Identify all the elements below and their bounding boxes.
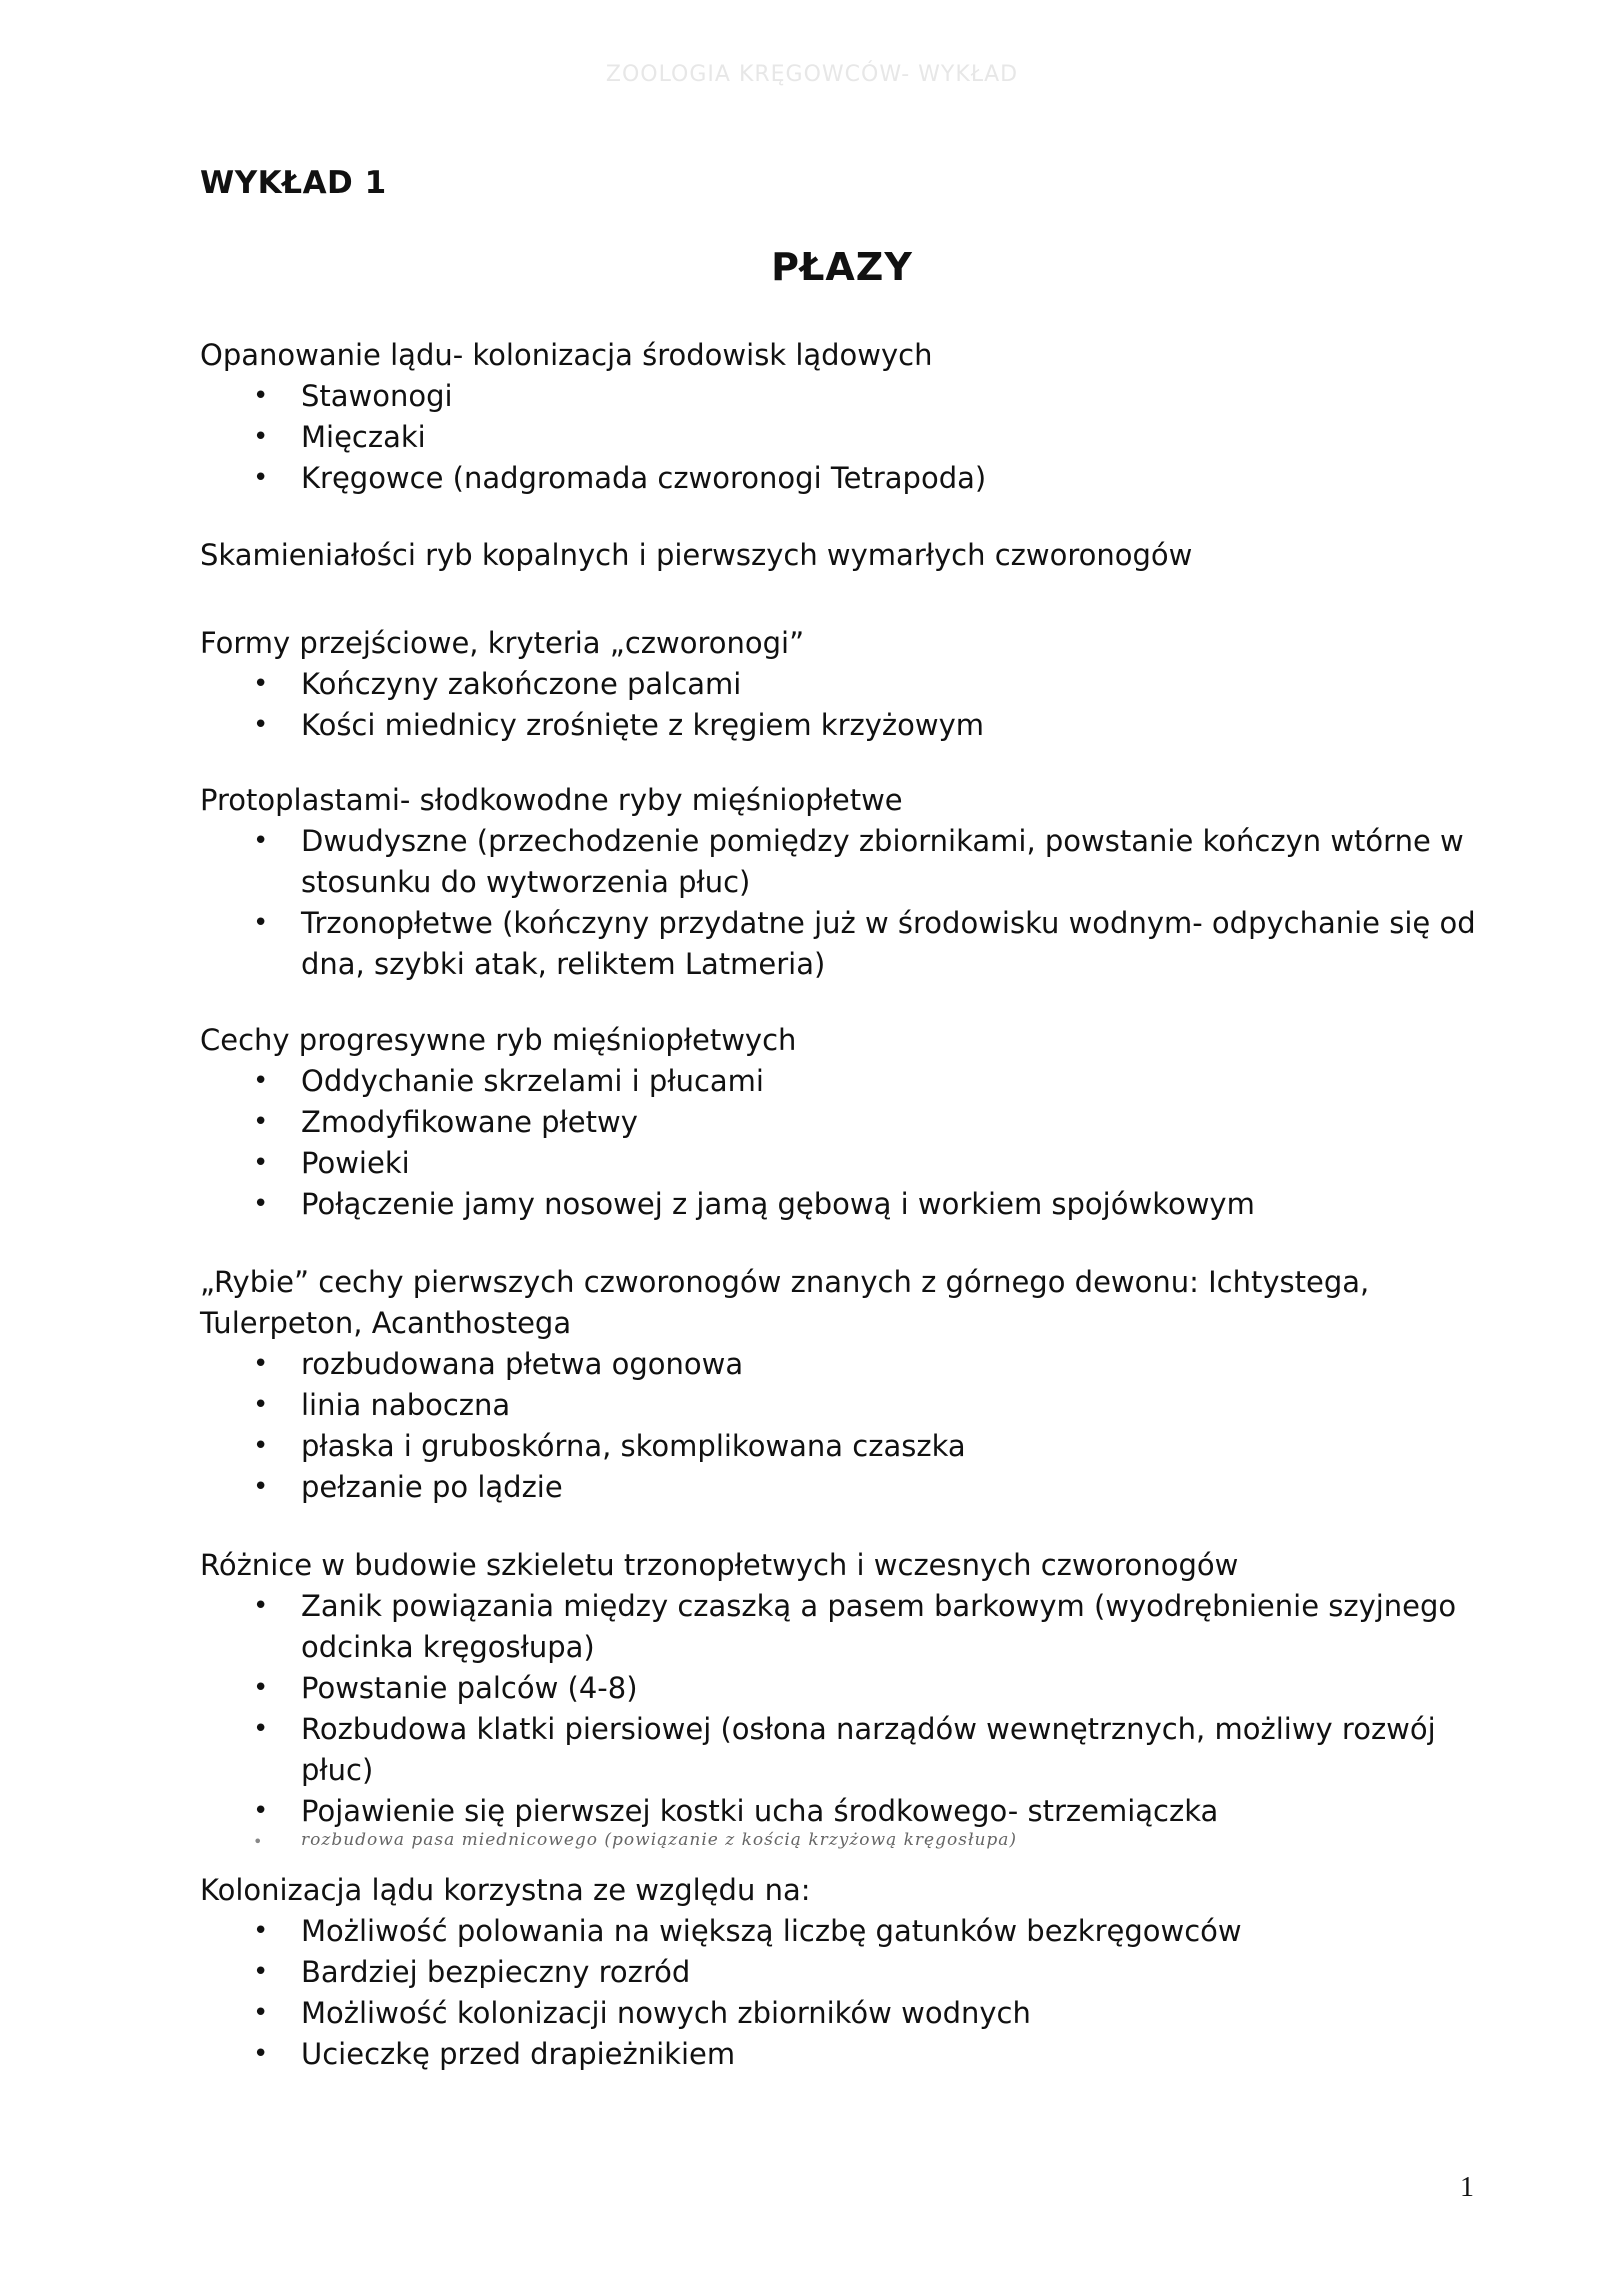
- section-heading: Skamieniałości ryb kopalnych i pierwszych wymarłych czworonogów: [200, 538, 1193, 572]
- list-item: • Kości miednicy zrośnięte z kręgiem krzyżowym: [200, 705, 1490, 746]
- lecture-number: WYKŁAD 1: [200, 165, 387, 201]
- page-title: PŁAZY: [771, 245, 913, 289]
- section-skeleton-differences: [200, 1545, 1490, 1856]
- section-fish-traits: [200, 1262, 1490, 1508]
- list-item: • Połączenie jamy nosowej z jamą gębową i workiem spojówkowym: [200, 1184, 1490, 1225]
- list-item: • Mięczaki: [200, 417, 1490, 458]
- list-item: • Pojawienie się pierwszej kostki ucha środkowego- strzemiączka: [200, 1791, 1490, 1832]
- list-item: • Bardziej bezpieczny rozród: [200, 1952, 1490, 1993]
- list-item: • Kręgowce (nadgromada czworonogi Tetrapoda): [200, 458, 1490, 499]
- list-item: • Oddychanie skrzelami i płucami: [200, 1061, 1490, 1102]
- bullet-list: [200, 1911, 1490, 2075]
- list-item: • Możliwość kolonizacji nowych zbiorników wodnych: [200, 1993, 1490, 2034]
- list-item: • Powieki: [200, 1143, 1490, 1184]
- list-item: • Powstanie palców (4-8): [200, 1668, 1490, 1709]
- section-ancestors: [200, 780, 1490, 985]
- bullet-list: [200, 821, 1490, 985]
- section-heading: Opanowanie lądu- kolonizacja środowisk lądowych: [200, 338, 933, 372]
- list-item: • Ucieczkę przed drapieżnikiem: [200, 2034, 1490, 2075]
- list-item: • pełzanie po lądzie: [200, 1467, 1490, 1508]
- section-heading: Cechy progresywne ryb mięśniopłetwych: [200, 1023, 797, 1057]
- page-number: 1: [1460, 2172, 1474, 2203]
- list-item: • linia naboczna: [200, 1385, 1490, 1426]
- section-fossils: [200, 535, 1490, 576]
- bullet-list: [200, 1061, 1490, 1225]
- section-colonization-benefits: [200, 1870, 1490, 2075]
- list-item: • Zanik powiązania między czaszką a pasem barkowym (wyodrębnienie szyjnego odcinka kręgosłupa): [200, 1586, 1490, 1668]
- section-land-colonization: [200, 335, 1490, 499]
- section-progressive-traits: [200, 1020, 1490, 1225]
- list-item: • płaska i gruboskórna, skomplikowana czaszka: [200, 1426, 1490, 1467]
- bullet-list: [200, 664, 1490, 746]
- list-item: • Stawonogi: [200, 376, 1490, 417]
- list-item: • Kończyny zakończone palcami: [200, 664, 1490, 705]
- list-item: • Dwudyszne (przechodzenie pomiędzy zbiornikami, powstanie kończyn wtórne w stosunku do wytworzenia płuc): [200, 821, 1490, 903]
- section-heading: Różnice w budowie szkieletu trzonopłetwych i wczesnych czworonogów: [200, 1548, 1239, 1582]
- section-heading: „Rybie” cechy pierwszych czworonogów znanych z górnego dewonu: Ichtystega, Tulerpeton, Acanthostega: [200, 1265, 1370, 1340]
- list-item: • Możliwość polowania na większą liczbę gatunków bezkręgowców: [200, 1911, 1490, 1952]
- section-transitional-forms: [200, 623, 1490, 746]
- bullet-list: [200, 376, 1490, 499]
- list-item: • rozbudowana płetwa ogonowa: [200, 1344, 1490, 1385]
- handwritten-note: • rozbudowa pasa miednicowego (powiązanie z kością krzyżową kręgosłupa): [200, 1828, 1490, 1856]
- list-item: • Zmodyfikowane płetwy: [200, 1102, 1490, 1143]
- list-item: • Rozbudowa klatki piersiowej (osłona narządów wewnętrznych, możliwy rozwój płuc): [200, 1709, 1490, 1791]
- bullet-list: [200, 1344, 1490, 1508]
- section-heading: Protoplastami- słodkowodne ryby mięśniopłetwe: [200, 783, 903, 817]
- header-watermark: ZOOLOGIA KRĘGOWCÓW- WYKŁAD: [605, 62, 1019, 87]
- bullet-list: [200, 1586, 1490, 1856]
- list-item: • Trzonopłetwe (kończyny przydatne już w środowisku wodnym- odpychanie się od dna, szybki atak, reliktem Latmeria): [200, 903, 1490, 985]
- section-heading: Kolonizacja lądu korzystna ze względu na:: [200, 1873, 811, 1907]
- section-heading: Formy przejściowe, kryteria „czworonogi”: [200, 626, 805, 660]
